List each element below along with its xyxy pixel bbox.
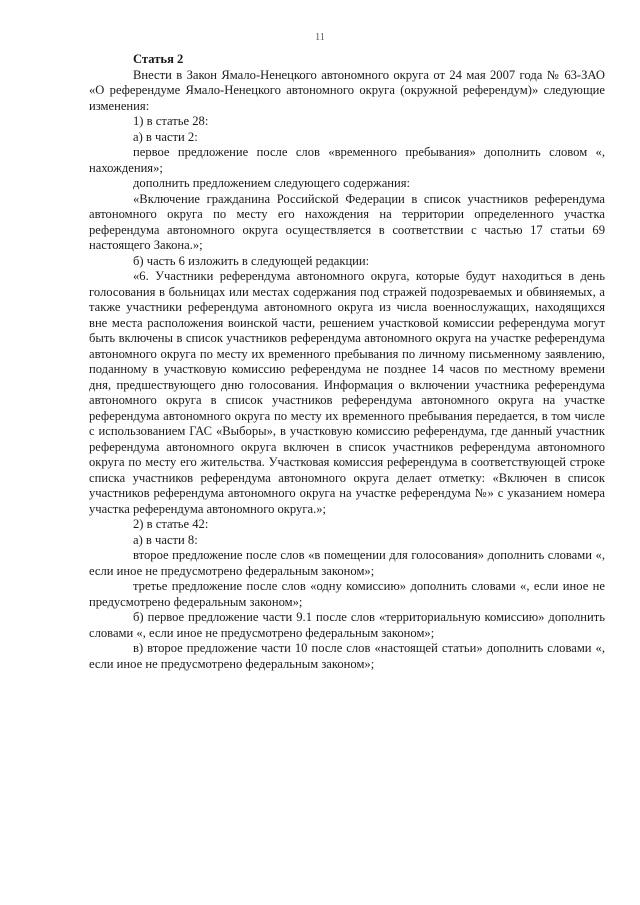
- paragraph-item-1b: б) часть 6 изложить в следующей редакции:: [133, 253, 370, 268]
- document-body: [89, 52, 605, 672]
- paragraph-quote-1: «Включение гражданина Российской Федерации в список участников референдума автономного округа по месту его нахождения на территории определенного участка референдума автономного округа осуществляется в соответствии с частью 17 статьи 69 настоящего Закона.»;: [89, 191, 605, 252]
- page-number: 11: [315, 32, 325, 43]
- paragraph-amendment-1: первое предложение после слов «временного пребывания» дополнить словом «, нахождения»;: [89, 145, 605, 175]
- paragraph-item-2: 2) в статье 42:: [133, 517, 209, 531]
- paragraph-amendment-3: второе предложение после слов «в помещении для голосования» дополнить словами «, если иное не предусмотрено федеральным законом»;: [89, 548, 605, 578]
- article-title: Статья 2: [133, 52, 184, 66]
- paragraph-item-2c: в) второе предложение части 10 после слов «настоящей статьи» дополнить словами «, если иное не предусмотрено федеральным законом»;: [89, 641, 605, 671]
- paragraph-intro: Внести в Закон Ямало-Ненецкого автономного округа от 24 мая 2007 года № 63-ЗАО «О референдуме Ямало-Ненецкого автономного округа (окружной референдум)» следующие изменения:: [89, 67, 605, 113]
- paragraph-item-2a: а) в части 8:: [133, 532, 198, 547]
- paragraph-amendment-4: третье предложение после слов «одну комиссию» дополнить словами «, если иное не предусмотрено федеральным законом»;: [89, 579, 605, 609]
- paragraph-quote-2: «6. Участники референдума автономного округа, которые будут находиться в день голосования в больницах или местах содержания под стражей подозреваемых и обвиняемых, а также участники референдума автономного округа из числа военнослужащих, находящихся вне места расположения воинской части, решением участковой комиссии референдума могут быть включены в список участников референдума автономного округа на участке референдума автономного округа по месту их временного пребывания по личному письменному заявлению, поданному в участковую комиссию референдума не позднее 14 часов по местному времени дня, предшествующего дню голосования. Информация о включении участника референдума автономного округа в список участников референдума автономного округа на участке референдума автономного округа по месту их временного пребывания передается, в том числе с использованием ГАС «Выборы», в участковую комиссию референдума, где данный участник референдума автономного округа включен в список участников референдума автономного округа по месту его жительства. Участковая комиссия референдума в соответствующей строке списка участников референдума автономного округа делает отметку: «Включен в список участников референдума автономного округа на участке референдума №» с указанием номера участка референдума автономного округа.»;: [89, 269, 605, 516]
- paragraph-amendment-2: дополнить предложением следующего содержания:: [133, 176, 411, 190]
- paragraph-item-1: 1) в статье 28:: [133, 114, 209, 128]
- paragraph-item-2b: б) первое предложение части 9.1 после слов «территориальную комиссию» дополнить словами «, если иное не предусмотрено федеральным законом»;: [89, 610, 605, 640]
- paragraph-item-1a: а) в части 2:: [133, 129, 198, 144]
